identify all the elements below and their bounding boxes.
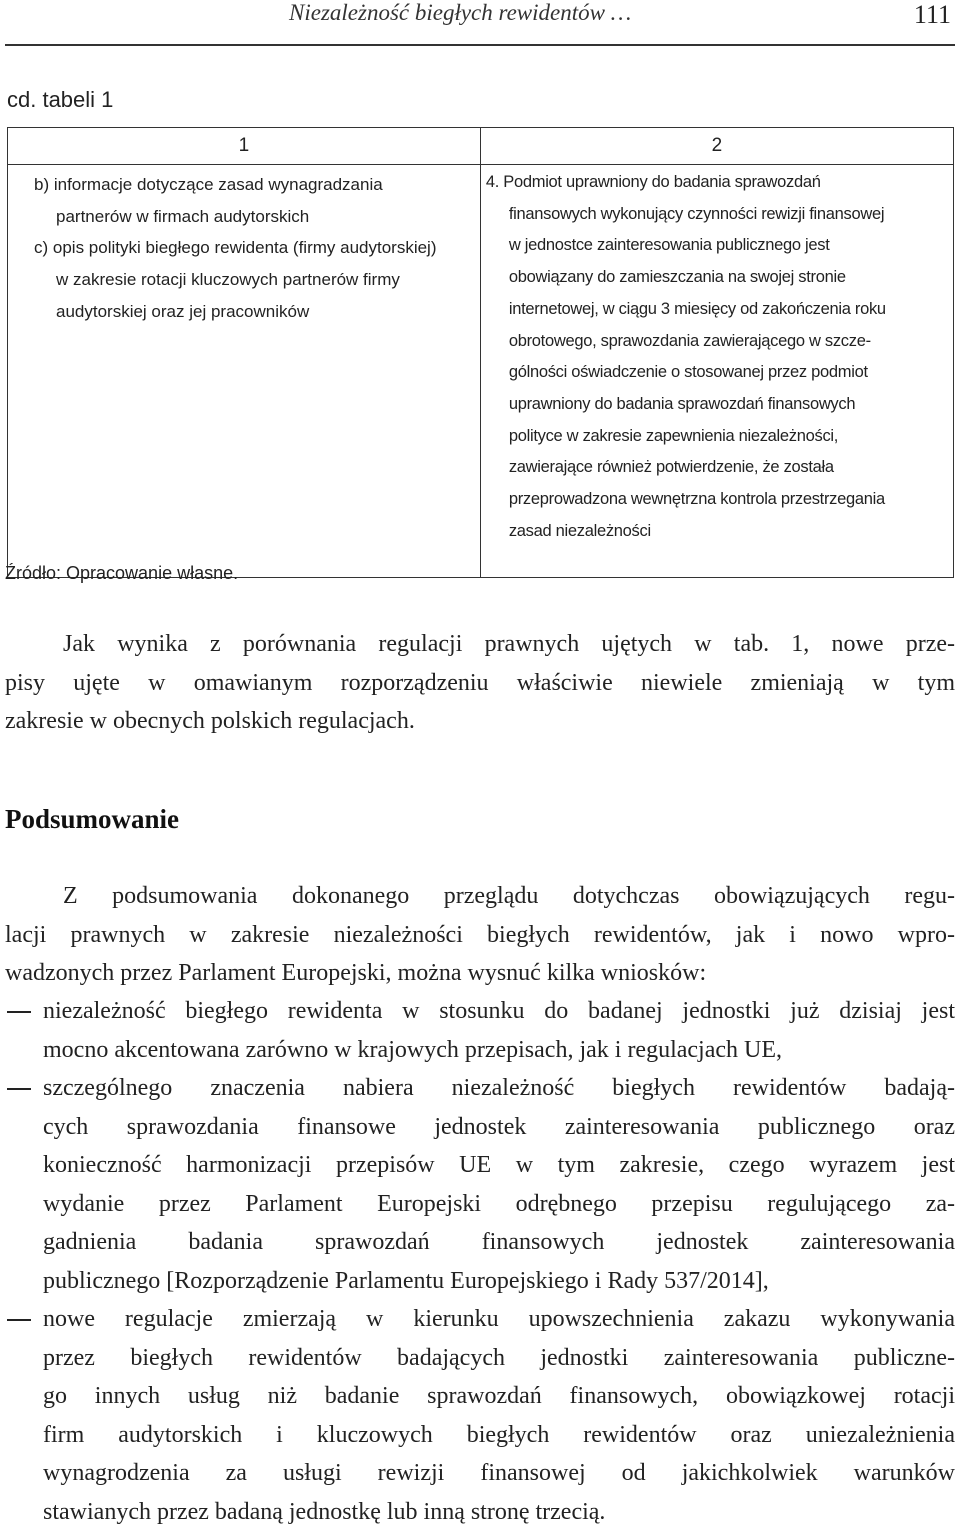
- paragraph-line: lacji prawnych w zakresie niezależności biegłych rewidentów, jak i nowo wpro-: [5, 921, 955, 948]
- cell-line: polityce w zakresie zapewnienia niezależności,: [508, 426, 839, 445]
- cell-line: obrotowego, sprawozdania zawierającego w szcze-: [508, 331, 871, 350]
- cell-line: internetowej, w ciągu 3 miesięcy od zakończenia roku: [508, 299, 886, 318]
- cell-line: audytorskiej oraz jej pracowników: [56, 301, 310, 321]
- cell-line: obowiązany do zamieszczania na swojej stronie: [508, 268, 846, 287]
- paragraph-line: wadzonych przez Parlament Europejski, można wysnuć kilka wniosków:: [5, 960, 707, 986]
- cell-line: gólności oświadczenie o stosowanej przez podmiot: [508, 363, 868, 382]
- list-item-line: publicznego [Rozporządzenie Parlamentu Europejskiego i Rady 537/2014],: [43, 1267, 769, 1294]
- list-item-line: niezależność biegłego rewidenta w stosunku do badanej jednostki już dzisiaj jest: [43, 998, 955, 1024]
- column-header-2: 2: [480, 128, 953, 165]
- list-item-line: go innych usług niż badanie sprawozdań finansowych, obowiązkowej rotacji: [43, 1383, 955, 1409]
- list-item-line: cych sprawozdania finansowe jednostek zainteresowania publicznego oraz: [43, 1113, 955, 1140]
- comparison-table: [7, 127, 954, 578]
- table-header-row: [8, 128, 954, 165]
- dash-bullet-icon: [7, 1319, 31, 1321]
- page-header: [5, 0, 955, 46]
- table-cell-column-2: [480, 165, 953, 578]
- list-item: [5, 992, 955, 1069]
- cell-line: zasad niezależności: [508, 521, 651, 540]
- section-heading: Podsumowanie: [5, 804, 180, 834]
- cell-line: b) informacje dotyczące zasad wynagradzania: [34, 175, 383, 194]
- list-item-line: szczególnego znaczenia nabiera niezależność biegłych rewidentów badają-: [43, 1075, 955, 1101]
- list-item-line: wynagrodzenia za usługi rewizji finansowej od jakichkolwiek warunków: [43, 1460, 955, 1486]
- list-item-line: nowe regulacje zmierzają w kierunku upowszechnienia zakazu wykonywania: [43, 1306, 955, 1332]
- conclusions-list: [5, 992, 955, 1531]
- list-item-line: wydanie przez Parlament Europejski odrębnego przepisu regulującego za-: [43, 1190, 955, 1217]
- cell-line: uprawniony do badania sprawozdań finansowych: [508, 394, 856, 413]
- list-item-line: stawianych przez badaną jednostkę lub inną stronę trzecią.: [43, 1498, 606, 1525]
- dash-bullet-icon: [7, 1088, 31, 1090]
- paragraph-line: Z podsumowania dokonanego przeglądu dotychczas obowiązujących regu-: [63, 883, 955, 909]
- cell-line: zawierające również potwierdzenie, że została: [508, 458, 834, 477]
- running-head: Niezależność biegłych rewidentów …: [289, 0, 632, 25]
- list-item: [5, 1300, 955, 1531]
- list-item-line: konieczność harmonizacji przepisów UE w tym zakresie, czego wyrazem jest: [43, 1152, 955, 1178]
- page-number: 111: [913, 0, 951, 29]
- list-item-line: mocno akcentowana zarówno w krajowych przepisach, jak i regulacjach UE,: [43, 1036, 783, 1063]
- source-note: Źródło: Opracowanie własne.: [5, 563, 239, 583]
- paragraph-line: Jak wynika z porównania regulacji prawnych ujętych w tab. 1, nowe prze-: [63, 631, 955, 657]
- cell-line: przeprowadzona wewnętrzna kontrola przestrzegania: [508, 490, 885, 509]
- paragraph-line: pisy ujęte w omawianym rozporządzeniu właściwie niewiele zmieniają w tym: [5, 669, 955, 696]
- table-row: [8, 165, 954, 578]
- paragraph-line: zakresie w obecnych polskich regulacjach.: [5, 708, 415, 734]
- list-item-line: gadnienia badania sprawozdań finansowych jednostek zainteresowania: [43, 1229, 955, 1255]
- column-header-1: 1: [8, 128, 481, 165]
- cell-line: c) opis polityki biegłego rewidenta (firmy audytorskiej): [34, 238, 437, 258]
- cell-line: partnerów w firmach audytorskich: [56, 206, 310, 226]
- cell-line: w zakresie rotacji kluczowych partnerów firmy: [56, 270, 400, 290]
- dash-bullet-icon: [7, 1011, 31, 1013]
- cell-line: w jednostce zainteresowania publicznego jest: [508, 236, 830, 255]
- list-item: [5, 1069, 955, 1300]
- cell-line: finansowych wykonujący czynności rewizji finansowej: [508, 204, 885, 223]
- summary-paragraph: [5, 877, 955, 993]
- list-item-line: firm audytorskich i kluczowych biegłych rewidentów oraz uniezależnienia: [43, 1421, 955, 1448]
- cell-line: 4. Podmiot uprawniony do badania sprawozdań: [485, 173, 821, 191]
- table-caption: cd. tabeli 1: [7, 87, 114, 112]
- list-item-line: przez biegłych rewidentów badających jednostki zainteresowania publiczne-: [43, 1344, 955, 1371]
- table-cell-column-1: [8, 165, 481, 578]
- intro-paragraph: [5, 625, 955, 741]
